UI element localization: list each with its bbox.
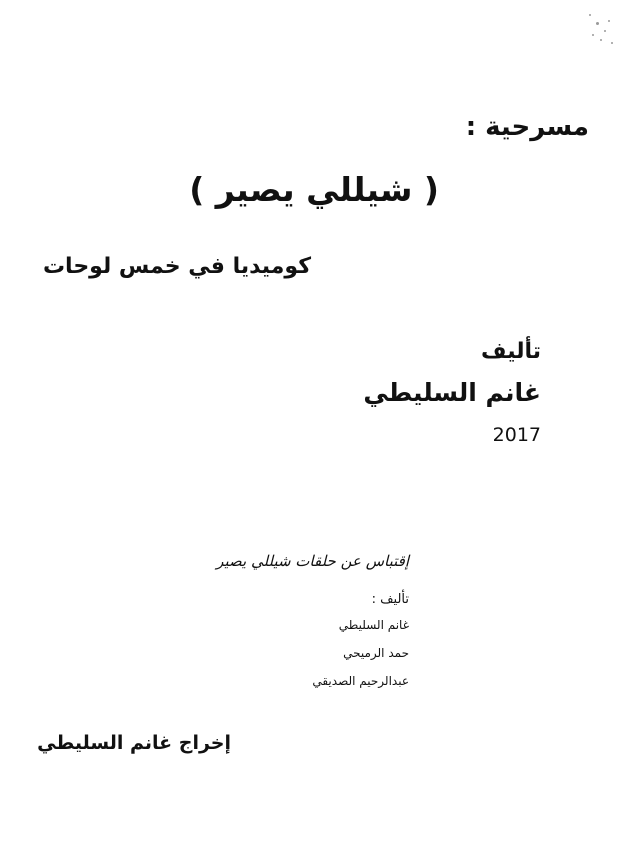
adaptation-authors-label: تأليف : xyxy=(371,592,409,607)
co-author-2: حمد الرميحي xyxy=(343,646,409,660)
authorship-label: تأليف xyxy=(481,339,541,364)
co-author-3: عبدالرحيم الصديقي xyxy=(312,674,409,688)
director-credit: إخراج غانم السليطي xyxy=(37,732,231,754)
adaptation-source: إقتباس عن حلقات شيللي يصير xyxy=(216,552,409,570)
play-title: ( شيللي يصير ) xyxy=(189,170,439,209)
publication-year: 2017 xyxy=(492,424,541,446)
co-author-1: غانم السليطي xyxy=(338,618,409,632)
play-label: مسرحية : xyxy=(465,112,589,142)
main-author: غانم السليطي xyxy=(363,378,541,407)
play-subtitle: كوميديا في خمس لوحات xyxy=(42,254,311,279)
